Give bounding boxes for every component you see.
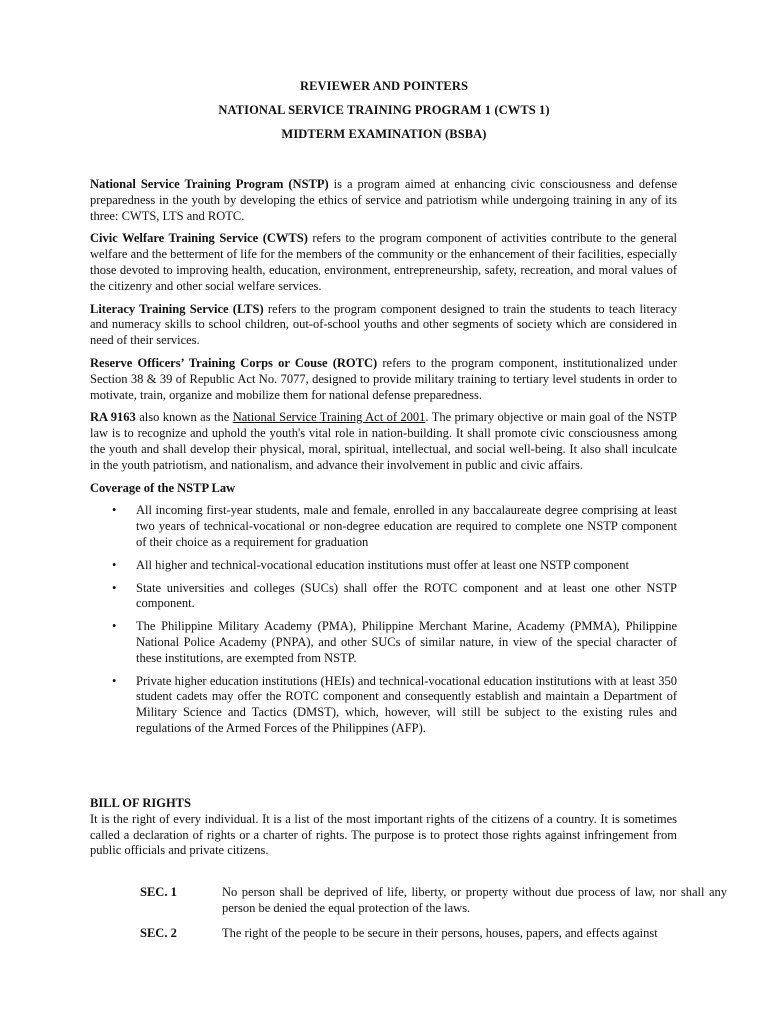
list-item <box>90 619 677 666</box>
section-row <box>140 926 727 942</box>
document-exam-label: MIDTERM EXAMINATION (BSBA) <box>281 127 487 141</box>
bullet-icon: • <box>112 619 117 634</box>
bill-of-rights-text: It is the right of every individual. It is a list of the most important rights of the citizens of a country. It is sometimes called a declaration of rights or a charter of rights. The purpose is to protect those rights against infringement from public officials and private citizens. <box>90 811 677 858</box>
list-item-text: State universities and colleges (SUCs) shall offer the ROTC component and at least one other NSTP component. <box>136 580 677 611</box>
document-title: REVIEWER AND POINTERS <box>299 79 469 93</box>
rotc-term: Reserve Officers’ Training Corps or Couse (ROTC) <box>90 355 378 370</box>
ra-act-name: National Service Training Act of 2001 <box>232 410 426 425</box>
coverage-heading: Coverage of the NSTP Law <box>90 480 236 495</box>
document-body <box>90 177 677 744</box>
lts-term: Literacy Training Service (LTS) <box>90 301 264 316</box>
lts-text: refers to the program component designed to train the students to teach literacy and numeracy skills to school children, out-of-school youths and other segments of society which are considered in need of their services. <box>90 301 677 348</box>
lts-definition <box>90 302 677 349</box>
list-item-text: The Philippine Military Academy (PMA), Philippine Merchant Marine, Academy (PMMA), Philippine National Police Academy (PNPA), and other SUCs of similar nature, in view of the special character of these institutions, are exempted from NSTP. <box>136 619 677 665</box>
list-item <box>90 558 677 574</box>
coverage-list <box>90 503 677 736</box>
section-text: The right of the people to be secure in their persons, houses, papers, and effects against <box>222 925 658 940</box>
section-text: No person shall be deprived of life, liberty, or property without due process of law, nor shall any person be denied the equal protection of the laws. <box>222 885 727 915</box>
rotc-definition <box>90 356 677 403</box>
cwts-definition <box>90 231 677 294</box>
nstp-definition <box>90 177 677 224</box>
document-subtitle: NATIONAL SERVICE TRAINING PROGRAM 1 (CWTS 1) <box>218 103 550 117</box>
list-item <box>90 503 677 550</box>
bill-of-rights <box>90 796 677 859</box>
bill-of-rights-heading: BILL OF RIGHTS <box>90 796 191 810</box>
bill-of-rights-sections <box>140 885 727 950</box>
bullet-icon: • <box>112 503 117 518</box>
list-item-text: All higher and technical-vocational education institutions must offer at least one NSTP component <box>136 557 629 572</box>
section-label: SEC. 2 <box>140 925 177 940</box>
section-label: SEC. 1 <box>140 885 177 899</box>
cwts-text: refers to the program component of activities contribute to the general welfare and the betterment of life for the members of the community or the enhancement of their facilities, especially those devoted to improving health, education, environment, entrepreneurship, safety, recreation, and moral values of the citizenry and other social welfare services. <box>90 231 678 293</box>
nstp-term: National Service Training Program (NSTP) <box>90 177 329 191</box>
cwts-term: Civic Welfare Training Service (CWTS) <box>90 231 308 246</box>
ra-text: . The primary objective or main goal of the NSTP law is to recognize and uphold the youth's vital role in nation-building. It shall promote civic consciousness among the youth and shall develop their physical, moral, spiritual, intellectual, and social well-being. It also shall inculcate in the youth patriotism, and nationalism, and advance their involvement in public and civic affairs. <box>90 410 677 472</box>
ra-definition <box>90 410 677 473</box>
rotc-text: refers to the program component, institutionalized under Section 38 & 39 of Republic Act No. 7077, designed to provide military training to tertiary level students in order to motivate, train, organize and mobilize them for national defense preparedness. <box>90 355 677 402</box>
list-item <box>90 674 677 737</box>
ra-pre: also known as the <box>135 410 233 425</box>
list-item-text: Private higher education institutions (HEIs) and technical-vocational education institutions with at least 350 student cadets may offer the ROTC component and consequently establish and maintain a Department of Military Science and Tactics (DMST), which, however, will still be subject to the existing rules and regulations of the Armed Forces of the Philippines (AFP). <box>136 673 677 735</box>
nstp-text: is a program aimed at enhancing civic consciousness and defense preparedness in the youth by developing the ethics of service and patriotism while undergoing training in any of its three: CWTS, LTS and ROTC. <box>90 177 678 223</box>
bullet-icon: • <box>112 580 117 595</box>
list-item-text: All incoming first-year students, male and female, enrolled in any baccalaureate degree comprising at least two years of technical-vocational or non-degree education are required to complete one NSTP component of their choice as a requirement for graduation <box>136 503 677 549</box>
section-row <box>140 885 727 917</box>
bullet-icon: • <box>112 673 117 688</box>
ra-term: RA 9163 <box>90 410 136 425</box>
list-item <box>90 581 677 613</box>
bullet-icon: • <box>112 557 117 572</box>
